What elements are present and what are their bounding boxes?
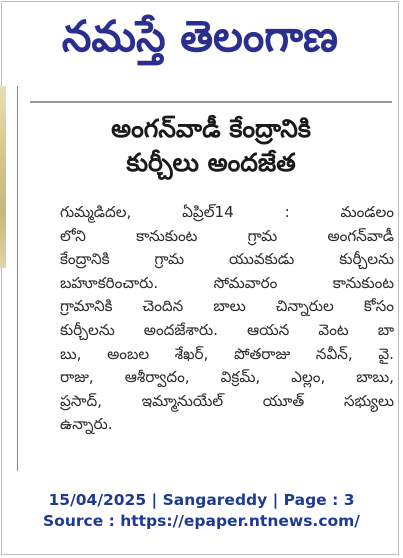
body-line: ఉన్నారు. (60, 415, 113, 434)
adjacent-photo-fragment (0, 86, 6, 268)
body-line: కుర్చీలను అందజేశారు. ఆయన వెంట బా (60, 320, 394, 339)
footer-source-link[interactable]: Source : https://epaper.ntnews.com/ (43, 512, 360, 530)
newspaper-masthead (4, 4, 396, 70)
body-line: రాజు, ఆశీర్వాదం, విక్రమ్, ఎల్లం, బాబు, (60, 368, 394, 387)
masthead-title: నమస్తే తెలంగాణ (61, 11, 339, 62)
body-line: ప్రసాద్, ఇమ్మానుయేల్ యూత్ సభ్యులు (60, 391, 394, 410)
column-divider (17, 86, 18, 471)
headline-rule (30, 101, 392, 103)
body-line: బహూకరించారు. సోమవారం కానుకుంట (60, 273, 394, 292)
article-headline (30, 112, 392, 180)
footer-date-edition-page: 15/04/2025 | Sangareddy | Page : 3 (48, 491, 355, 509)
adjacent-column-fragment (0, 86, 12, 471)
headline-line-2: కుర్చీలు అందజేత (126, 148, 296, 177)
body-line: గ్రామానికి చెందిన బాలు చిన్నారుల కోసం (60, 297, 394, 316)
body-line: లోని కానుకుంట గ్రామ అంగన్‌వాడీ (60, 226, 394, 245)
body-line: గుమ్మడిదల, ఏప్రిల్14 : మండలం (60, 203, 394, 221)
clipping-footer (0, 490, 403, 532)
headline-line-1: అంగన్‌వాడీ కేంద్రానికి (111, 114, 311, 143)
body-line: కేంద్రానికి గ్రామ యువకుడు కుర్చీలను (60, 250, 394, 269)
article-body (60, 201, 394, 437)
body-line: బు, అంబల శేఖర్, పోతరాజు నవీన్, వై. (60, 344, 394, 363)
